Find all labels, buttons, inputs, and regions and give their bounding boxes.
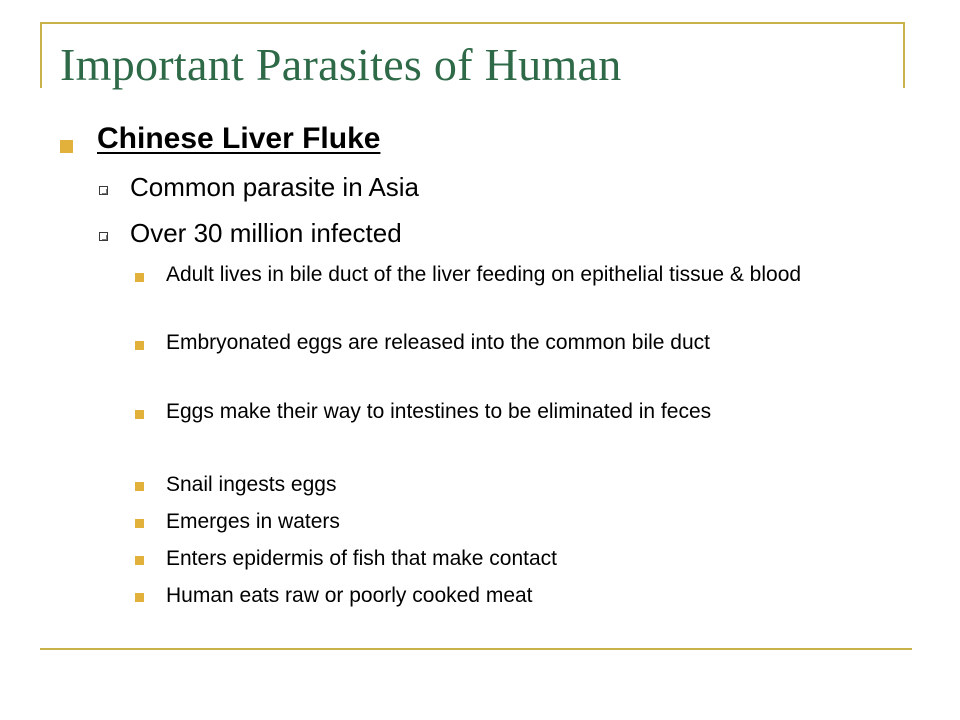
detail-emerges-waters: Emerges in waters <box>166 510 340 533</box>
point-common-parasite: Common parasite in Asia <box>130 172 420 202</box>
detail-eggs-intestines: Eggs make their way to intestines to be eliminated in feces <box>166 400 712 423</box>
square-bullet-icon <box>135 410 144 419</box>
detail-adult-bile-duct: Adult lives in bile duct of the liver feeding on epithelial tissue & blood <box>166 263 802 286</box>
detail-snail-ingests: Snail ingests eggs <box>166 473 337 496</box>
point-infected-count: Over 30 million infected <box>130 218 402 248</box>
detail-human-eats: Human eats raw or poorly cooked meat <box>166 584 533 607</box>
heading-chinese-liver-fluke: Chinese Liver Fluke <box>97 122 381 155</box>
square-bullet-icon <box>135 593 144 602</box>
square-bullet-icon <box>135 556 144 565</box>
square-bullet-icon <box>135 341 144 350</box>
square-bullet-icon <box>60 140 73 153</box>
hollow-square-bullet-icon <box>99 186 108 195</box>
square-bullet-icon <box>135 519 144 528</box>
square-bullet-icon <box>135 273 144 282</box>
detail-enters-epidermis: Enters epidermis of fish that make contact <box>166 547 558 570</box>
square-bullet-icon <box>135 482 144 491</box>
detail-embryonated-eggs: Embryonated eggs are released into the common bile duct <box>166 331 710 354</box>
slide-title: Important Parasites of Human <box>60 39 622 90</box>
hollow-square-bullet-icon <box>99 232 108 241</box>
